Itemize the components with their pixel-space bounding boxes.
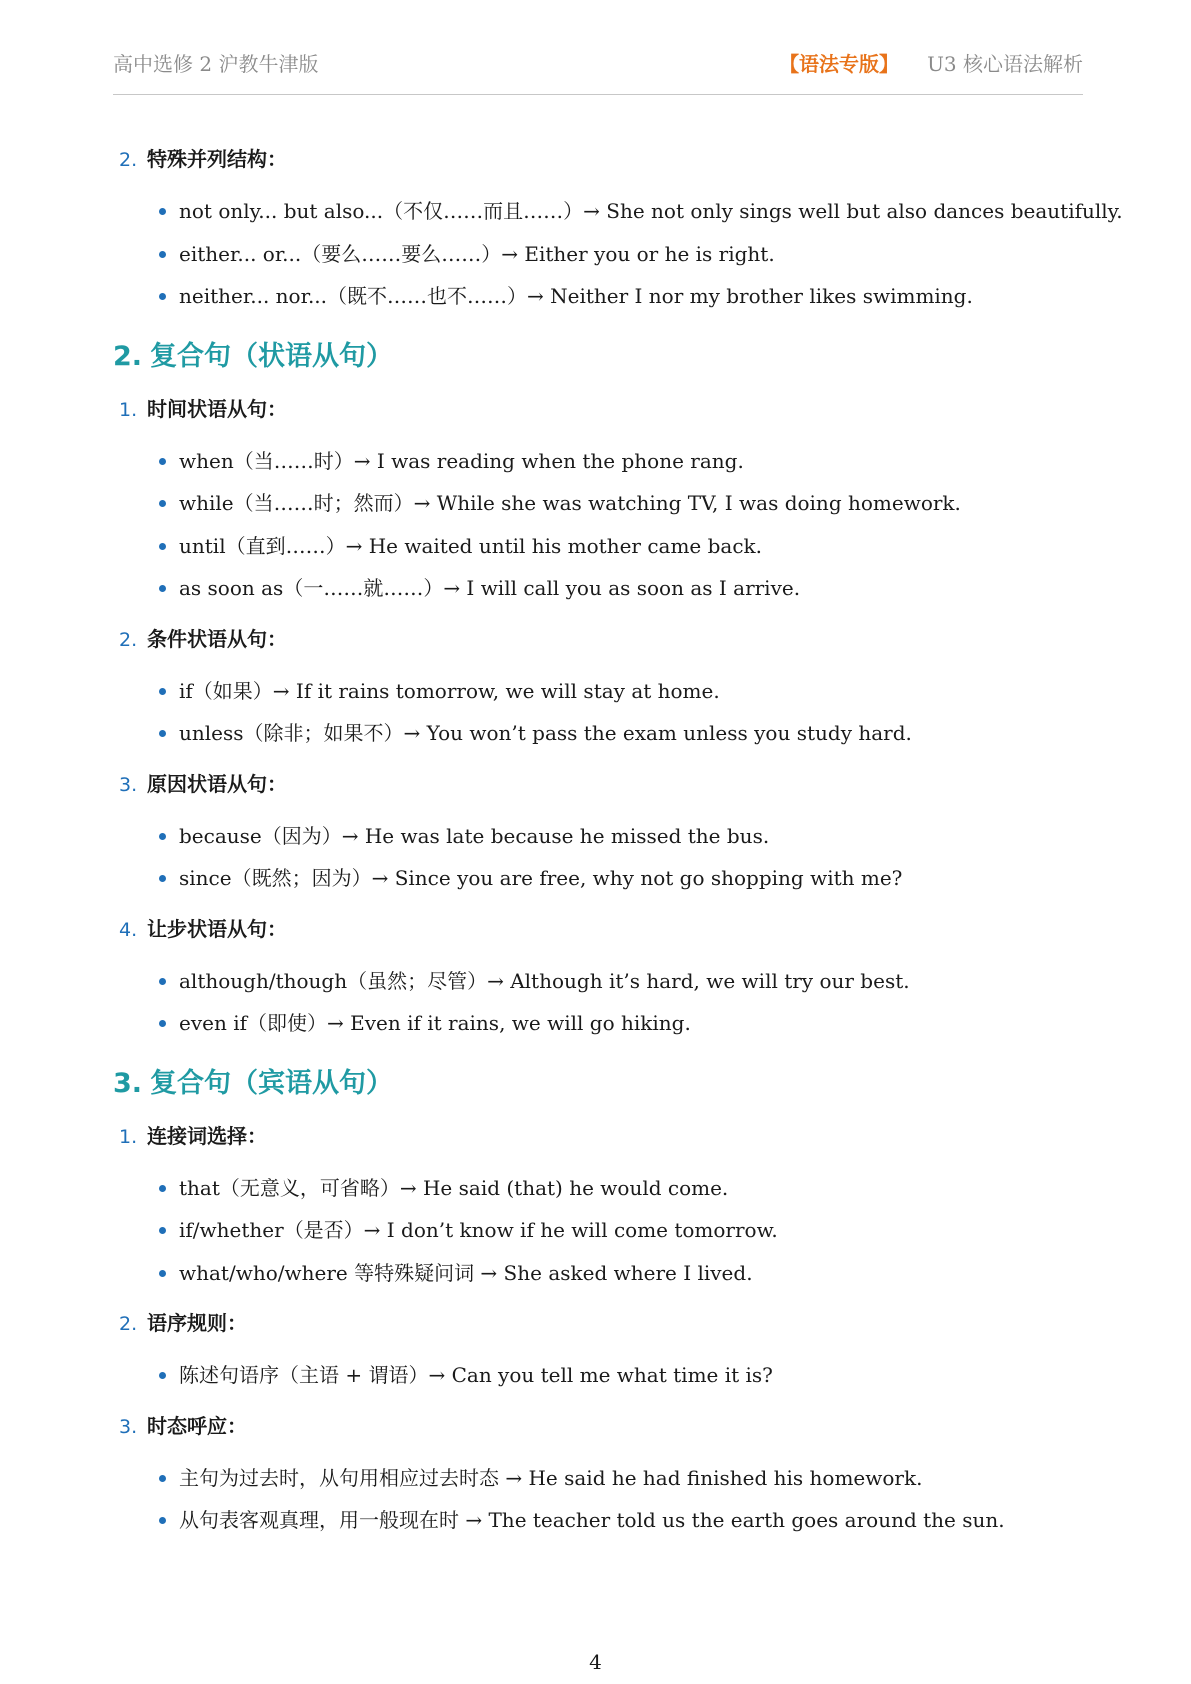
subsection-heading: [113, 908, 1083, 960]
subsection-label: 条件状语从句：: [147, 626, 287, 651]
list-item: [113, 567, 1083, 610]
bullet-dot: [159, 875, 166, 882]
bullet-list: [113, 1354, 1083, 1397]
subsection-label: 原因状语从句：: [147, 771, 287, 796]
bullet-dot: [159, 978, 166, 985]
subsection-label: 语序规则：: [147, 1311, 247, 1335]
bullet-dot: [159, 251, 166, 258]
item-text: that（无意义，可省略）→ He said (that) he would come.: [179, 1175, 729, 1200]
list-item: [113, 670, 1083, 713]
subsection-heading: [113, 763, 1083, 815]
list-item: [113, 190, 1123, 233]
bullet-dot: [159, 543, 166, 550]
subsection-number: 2.: [119, 1313, 138, 1335]
subsection-label: 特殊并列结构：: [147, 147, 287, 171]
subsection-number: 3.: [119, 1415, 138, 1438]
bullet-list: [113, 1457, 1083, 1542]
list-item: [113, 525, 1083, 568]
item-text: because（因为）→ He was late because he missed the bus.: [179, 823, 770, 848]
list-item: [113, 1499, 1083, 1542]
page-header: [113, 44, 1083, 76]
list-item: [113, 1209, 1083, 1252]
item-text: when（当……时）→ I was reading when the phone rang.: [179, 448, 744, 473]
bullet-dot: [159, 585, 166, 592]
item-text: as soon as（一……就……）→ I will call you as soon as I arrive.: [179, 576, 801, 600]
item-text: unless（除非；如果不）→ You won’t pass the exam unless you study hard.: [179, 721, 912, 745]
item-text: since（既然；因为）→ Since you are free, why not go shopping with me?: [179, 866, 903, 890]
subsection-number: 2.: [119, 628, 138, 651]
subsection-label: 连接词选择：: [147, 1123, 267, 1148]
list-item: [113, 440, 1083, 483]
subsection-heading: [113, 1405, 1083, 1457]
list-item: [113, 1252, 1083, 1295]
section-number: 3.: [113, 1067, 143, 1099]
subsection-number: 2.: [119, 149, 138, 171]
bullet-dot: [159, 1517, 166, 1524]
bullet-dot: [159, 208, 166, 215]
bullet-list: [113, 815, 1083, 900]
bullet-dot: [159, 1372, 166, 1379]
subsection-heading: [113, 618, 1083, 670]
item-text: 陈述句语序（主语 + 谓语）→ Can you tell me what time it is?: [179, 1363, 773, 1387]
list-item: [113, 1167, 1083, 1210]
subsection-number: 4.: [119, 918, 138, 941]
item-text: 从句表客观真理，用一般现在时 → The teacher told us the earth goes around the sun.: [179, 1508, 1005, 1532]
main-content: [113, 138, 1123, 1550]
item-text: 主句为过去时，从句用相应过去时态 → He said he had finished his homework.: [179, 1465, 923, 1490]
item-text: not only... but also...（不仅……而且……）→ She not only sings well but also dances beautifully.: [179, 199, 1123, 223]
subsection-heading: [113, 1302, 1083, 1354]
header-tag: 【语法专版】: [779, 52, 900, 76]
subsection-heading: [113, 138, 1083, 190]
bullet-dot: [159, 1270, 166, 1277]
section-title-text: 复合句（状语从句）: [150, 340, 394, 372]
bullet-list: [113, 1167, 1083, 1295]
list-item: [113, 233, 1083, 276]
subsection-label: 让步状语从句：: [147, 916, 287, 941]
subsection-number: 1.: [119, 398, 138, 421]
subsection-label: 时态呼应：: [147, 1413, 247, 1438]
bullet-dot: [159, 458, 166, 465]
list-item: [113, 712, 1083, 755]
section-title-text: 复合句（宾语从句）: [150, 1067, 394, 1099]
header-divider: [113, 94, 1083, 95]
list-item: [113, 815, 1083, 858]
subsection-number: 3.: [119, 773, 138, 796]
section-title: [113, 1053, 1083, 1115]
bullet-dot: [159, 833, 166, 840]
bullet-dot: [159, 730, 166, 737]
item-text: if（如果）→ If it rains tomorrow, we will stay at home.: [179, 678, 720, 703]
item-text: neither... nor...（既不……也不……）→ Neither I nor my brother likes swimming.: [179, 284, 973, 308]
bullet-dot: [159, 1185, 166, 1192]
subsection-label: 时间状语从句：: [147, 396, 287, 421]
item-text: even if（即使）→ Even if it rains, we will go hiking.: [179, 1011, 691, 1035]
list-item: [113, 1457, 1083, 1500]
list-item: [113, 857, 1083, 900]
bullet-list: [113, 670, 1083, 755]
list-item: [113, 1002, 1083, 1045]
subsection-number: 1.: [119, 1125, 138, 1148]
bullet-list: [113, 960, 1083, 1045]
list-item: [113, 960, 1083, 1003]
item-text: while（当……时；然而）→ While she was watching TV, I was doing homework.: [179, 491, 961, 515]
bullet-list: [113, 440, 1083, 610]
item-text: what/who/where 等特殊疑问词 → She asked where I lived.: [179, 1260, 753, 1285]
header-unit-title: U3 核心语法解析: [927, 52, 1083, 76]
subsection-heading: [113, 1115, 1083, 1167]
list-item: [113, 1354, 1083, 1397]
bullet-dot: [159, 293, 166, 300]
page-number: 4: [589, 1650, 602, 1674]
bullet-list: [113, 190, 1123, 318]
subsection-heading: [113, 388, 1083, 440]
item-text: although/though（虽然；尽管）→ Although it’s hard, we will try our best.: [179, 968, 910, 993]
item-text: until（直到……）→ He waited until his mother came back.: [179, 533, 763, 558]
bullet-dot: [159, 1227, 166, 1234]
list-item: [113, 482, 1083, 525]
bullet-dot: [159, 688, 166, 695]
bullet-dot: [159, 1475, 166, 1482]
list-item: [113, 275, 1083, 318]
item-text: either... or...（要么……要么……）→ Either you or he is right.: [179, 241, 775, 266]
section-title: [113, 326, 1083, 388]
header-right: [779, 48, 1083, 77]
bullet-dot: [159, 500, 166, 507]
item-text: if/whether（是否）→ I don’t know if he will come tomorrow.: [179, 1218, 778, 1242]
bullet-dot: [159, 1020, 166, 1027]
section-number: 2.: [113, 340, 143, 372]
header-book-title: 高中选修 2 沪教牛津版: [113, 52, 319, 76]
